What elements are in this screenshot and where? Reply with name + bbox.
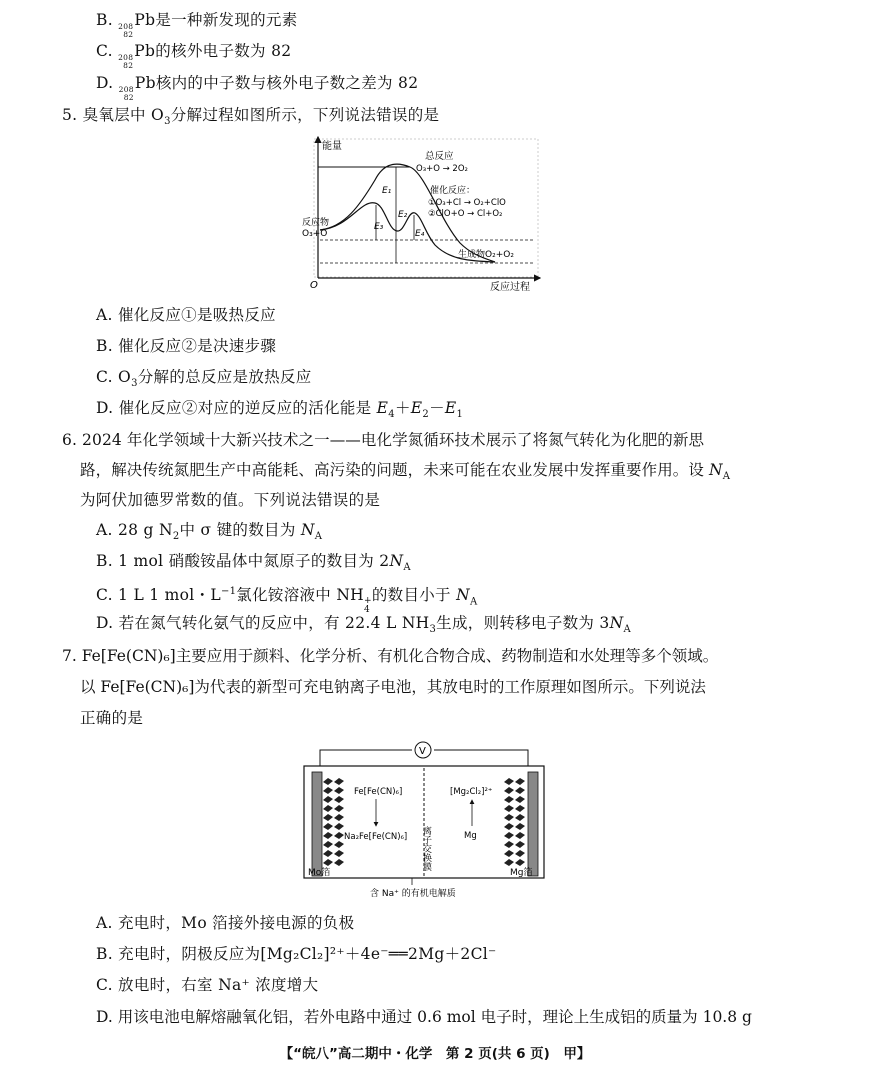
- isotope-notation: 208 82: [118, 85, 134, 102]
- left-bottom-species: Na₂Fe[Fe(CN)₆]: [344, 832, 408, 842]
- mg-foil-electrode: [528, 772, 538, 876]
- reactant-label: 反应物: [302, 218, 330, 228]
- energy-diagram: [300, 135, 545, 295]
- y-axis-label: 能量: [322, 141, 342, 152]
- membrane-label: 离子交换膜: [421, 826, 431, 871]
- right-top-species: [Mg₂Cl₂]²⁺: [450, 787, 493, 797]
- mo-foil-electrode: [312, 772, 322, 876]
- q4-option-c: C. 208 82 Pb的核外电子数为 82: [96, 42, 292, 70]
- q7-option-d: D. 用该电池电解熔融氧化铝，若外电路中通过 0.6 mol 电子时，理论上生成铝的质量为 10.8 g: [96, 1008, 752, 1026]
- product-label: 生成物O₂+O₂: [458, 250, 514, 260]
- q7-option-c: C. 放电时，右室 Na⁺ 浓度增大: [96, 976, 319, 994]
- mg-foil-label: Mg箔: [510, 868, 533, 878]
- battery-diagram: [300, 738, 550, 900]
- q6-option-d: D. 若在氮气转化氨气的反应中，有 22.4 L $NH_3$生成，则转移电子数为 $3N_A$: [96, 614, 631, 636]
- e4-label: E₄: [415, 229, 425, 239]
- e2-label: E₂: [398, 210, 408, 220]
- page-footer: 【“皖八”高二期中・化学 第 2 页(共 6 页) 甲】: [279, 1046, 591, 1062]
- q7-stem-line-1: 7. Fe[Fe(CN)₆]主要应用于颜料、化学分析、有机化合物合成、药物制造和水处理等多个领域。: [62, 647, 719, 665]
- x-axis-label: 反应过程: [490, 282, 530, 293]
- q4-option-d: D. 208 82 Pb核内的中子数与核外电子数之差为 82: [96, 74, 419, 102]
- total-reaction-eq: O₃+O → 2O₂: [416, 164, 468, 174]
- q6-option-a: A. 28 g $N_2$中 σ 键的数目为 $N_A$: [96, 521, 323, 543]
- catalysis-step-1: ①O₃+Cl → O₂+ClO: [428, 198, 506, 208]
- isotope-notation: 208 82: [118, 53, 134, 70]
- e1-label: E₁: [382, 186, 392, 196]
- electrolyte-label: 含 Na⁺ 的有机电解质: [370, 889, 456, 899]
- reactant-formula: O₃+O: [302, 229, 328, 239]
- q6-stem-line-3: 为阿伏加德罗常数的值。下列说法错误的是: [80, 491, 381, 509]
- right-bottom-species: Mg: [464, 831, 477, 841]
- total-reaction-title: 总反应: [425, 151, 454, 162]
- q7-option-b: B. 充电时，阴极反应为[Mg₂Cl₂]²⁺＋4e⁻══2Mg＋2Cl⁻: [96, 945, 497, 963]
- q6-option-c: C. 1 L 1 mol・$L^{-1}$氯化铵溶液中 NH + 4 的数目小于 $N_A$: [96, 586, 478, 616]
- q6-stem-line-1: 6. 2024 年化学领域十大新兴技术之一——电化学氮循环技术展示了将氮气转化为化肥的新思: [62, 431, 705, 449]
- q7-stem-line-2: 以 Fe[Fe(CN)₆]为代表的新型可充电钠离子电池，其放电时的工作原理如图所示。下列说法: [80, 678, 706, 696]
- origin-label: O: [310, 280, 318, 291]
- q5-option-a: A. 催化反应①是吸热反应: [96, 306, 276, 324]
- q4-option-b: B. 208 82 Pb是一种新发现的元素: [96, 11, 298, 39]
- q6-option-b: B. 1 mol 硝酸铵晶体中氮原子的数目为 $2N_A$: [96, 552, 411, 574]
- q5-stem: 5. 臭氧层中 $O_3$分解过程如图所示，下列说法错误的是: [62, 106, 440, 128]
- q6-stem-line-2: 路，解决传统氮肥生产中高能耗、高污染的问题，未来可能在农业发展中发挥重要作用。设 $N_A$: [80, 461, 731, 483]
- isotope-notation: 208 82: [118, 22, 134, 39]
- q5-option-d: D. 催化反应②对应的逆反应的活化能是 $E_4+E_2-E_1$: [96, 399, 464, 421]
- left-top-species: Fe[Fe(CN)₆]: [354, 787, 403, 797]
- catalysis-title: 催化反应：: [430, 186, 476, 196]
- voltmeter-label: V: [419, 746, 426, 757]
- q7-stem-line-3: 正确的是: [80, 709, 144, 727]
- mo-foil-label: Mo箔: [308, 868, 331, 878]
- e3-label: E₃: [374, 222, 384, 232]
- q5-option-c: C. $O_3$分解的总反应是放热反应: [96, 368, 312, 390]
- q7-option-a: A. 充电时，Mo 箔接外接电源的负极: [96, 914, 355, 932]
- q5-option-b: B. 催化反应②是决速步骤: [96, 337, 277, 355]
- catalysis-step-2: ②ClO+O → Cl+O₂: [428, 209, 503, 219]
